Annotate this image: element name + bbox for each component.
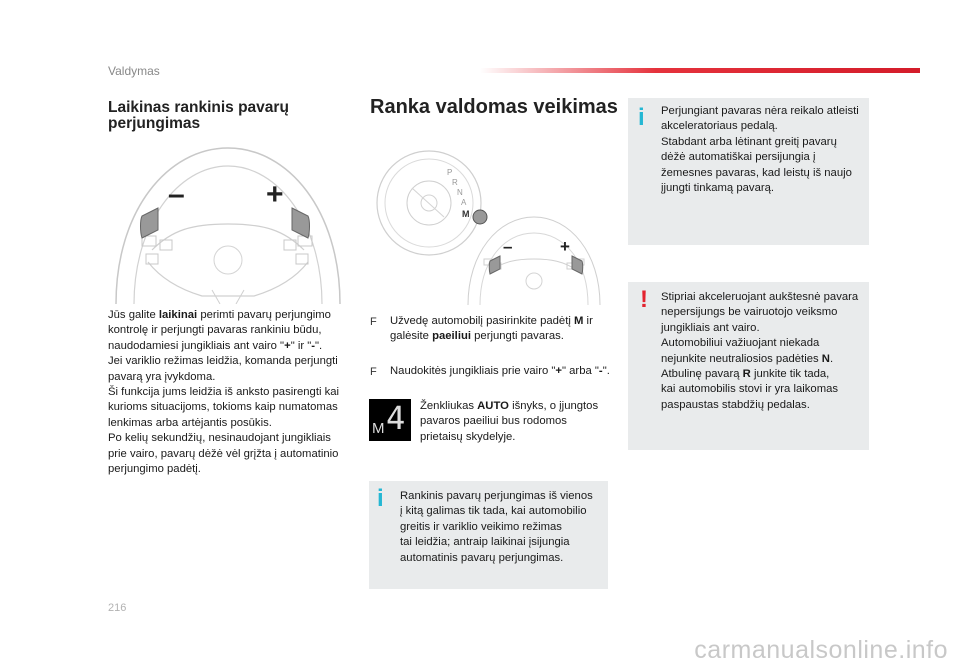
info-icon: i [377, 485, 384, 512]
right-info-line-6: įjungti tinkamą pavarą. [661, 182, 775, 195]
middle-info-line-3: greitis ir variklio veikimo režimas [400, 520, 562, 533]
left-line-8: lenkimas arba artėjantis posūkis. [108, 416, 272, 429]
display-description [420, 399, 610, 445]
warning-line-3: jungikliais ant vairo. [661, 321, 760, 334]
right-info-line-4: dėžė automatiškai persijungia į [661, 151, 816, 164]
warning-icon: ! [640, 286, 648, 313]
section-title: Valdymas [108, 64, 160, 78]
left-heading-line1: Laikinas rankinis pavarų [108, 99, 289, 116]
bullet-1-line-1: Užvedę automobilį pasirinkite padėtį M ir [390, 315, 593, 327]
middle-info-text [400, 489, 606, 566]
bullet-2-arrow-icon: F [370, 366, 377, 378]
gear-display-mode: M [372, 420, 385, 437]
gear-selector-illustration [372, 143, 604, 305]
gear-letter-r: R [452, 178, 458, 187]
gear-display-number: 4 [386, 399, 406, 437]
gear-letter-a: A [461, 198, 467, 207]
gear-letter-n: N [457, 188, 463, 197]
left-line-3: naudodamiesi jungikliais ant vairo "+" ir "-". [108, 339, 323, 352]
info-icon: i [638, 104, 645, 131]
bullet-1-arrow-icon: F [370, 316, 377, 328]
warning-line-2: nepersijungs be vairuotojo veiksmo [661, 306, 838, 319]
warning-line-8: paspaustas stabdžių pedalas. [661, 398, 810, 411]
right-info-line-5: žemesnes pavaras, kad leistų iš naujo [661, 166, 852, 179]
small-paddle-minus-icon [488, 255, 502, 275]
left-line-11: perjungimo padėtį. [108, 463, 201, 476]
warning-line-4: Automobiliui važiuojant niekada [661, 337, 820, 350]
gear-display [369, 399, 411, 441]
left-line-6: Ši funkcija jums leidžia iš anksto pasirengti kai [108, 386, 340, 399]
warning-line-6: Atbulinę pavarą R junkite tik tada, [661, 368, 830, 381]
paddle-plus-icon [288, 206, 312, 240]
left-line-1: Jūs galite laikinai perimti pavarų perjungimo [108, 309, 331, 321]
display-line-3: prietaisų skydelyje. [420, 430, 516, 443]
middle-info-line-5: automatinis pavarų perjungimas. [400, 551, 564, 564]
small-paddle-plus-icon [570, 255, 584, 275]
right-info-box [628, 98, 869, 245]
right-info-line-3: Stabdant arba lėtinant greitį pavarų [661, 135, 837, 148]
left-line-10: prie vairo, pavarų dėžė vėl grįžta į automatinio [108, 447, 339, 460]
display-line-2: pavaros paeiliui bus rodomos [420, 415, 567, 428]
paddle-minus-icon [138, 206, 162, 240]
right-info-line-2: akceleratoriaus pedalą. [661, 120, 778, 133]
middle-info-box [369, 481, 608, 589]
left-heading [108, 100, 318, 132]
left-line-7: kurioms situacijoms, tokioms kaip numatomas [108, 401, 338, 414]
plus-sign: + [266, 178, 284, 211]
left-line-4: Jei variklio režimas leidžia, komanda perjungti [108, 355, 338, 368]
small-plus-sign: + [560, 237, 570, 256]
left-paragraph [108, 308, 348, 477]
left-line-9: Po kelių sekundžių, nesinaudojant jungikliais [108, 432, 331, 445]
middle-info-line-4: tai leidžia; antraip laikinai įsijungia [400, 536, 570, 549]
display-line-1: Ženkliukas AUTO išnyks, o įjungtos [420, 400, 599, 412]
warning-text [661, 290, 867, 413]
warning-line-1: Stipriai akceleruojant aukštesnė pavara [661, 291, 859, 303]
right-info-text [661, 104, 867, 196]
bullet-1-line-2: galėsite paeiliui perjungti pavaras. [390, 330, 564, 343]
middle-heading: Ranka valdomas veikimas [370, 96, 618, 118]
header-red-rule [480, 68, 920, 73]
warning-line-7: kai automobilis stovi ir yra laikomas [661, 383, 839, 396]
left-line-2: kontrolę ir perjungti pavaras rankiniu būdu, [108, 324, 322, 337]
left-heading-line2: perjungimas [108, 115, 201, 132]
small-minus-sign: – [503, 237, 513, 256]
middle-info-line-2: į kitą galimas tik tada, kai automobilio [400, 505, 587, 518]
left-line-5: pavarą yra įvykdoma. [108, 370, 216, 383]
bullet-2-text: Naudokitės jungikliais prie vairo "+" arba "-". [390, 365, 610, 377]
gear-letter-m: M [462, 209, 470, 219]
bullet-1-text [390, 314, 610, 345]
minus-sign: – [168, 178, 185, 211]
gear-letter-p: P [447, 168, 453, 177]
page-number: 216 [108, 602, 127, 614]
right-info-line-1: Perjungiant pavaras nėra reikalo atleisti [661, 105, 859, 117]
warning-box [628, 282, 869, 450]
warning-line-5: nejunkite neutraliosios padėties N. [661, 352, 834, 365]
watermark: carmanualsonline.info [694, 636, 948, 664]
middle-info-line-1: Rankinis pavarų perjungimas iš vienos [400, 490, 593, 502]
